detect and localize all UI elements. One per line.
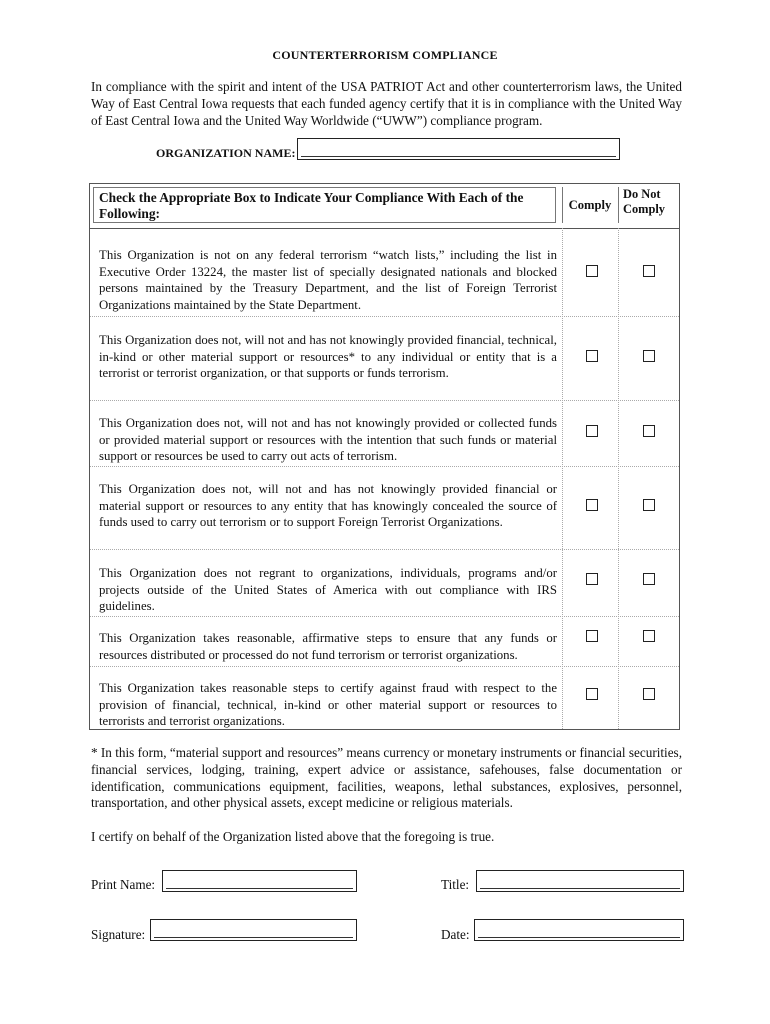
compliance-row-7 [90, 666, 679, 729]
row-text: This Organization takes reasonable steps to certify against fraud with respect to the provision of financial, technical, in-kind or other material support or resources to terrorists and terrorist organizations. [99, 681, 557, 729]
compliance-row-5 [90, 549, 679, 617]
comply-checkbox[interactable] [586, 350, 598, 362]
intro-paragraph: In compliance with the spirit and intent of the USA PATRIOT Act and other counterterrorism laws, the United Way of East Central Iowa requests that each funded agency certify that it is in compliance with the United Way of East Central Iowa and the United Way Worldwide (“UWW”) compliance program. [91, 79, 682, 128]
print-name-label: Print Name: [91, 877, 156, 892]
row-text: This Organization does not, will not and has not knowingly provided financial or material support or resources to any entity that has knowingly concealed the source of funds used to carry out terrorism or to support Foreign Terrorist Organizations. [99, 482, 557, 530]
do-not-comply-checkbox[interactable] [643, 265, 655, 277]
do-not-comply-checkbox[interactable] [643, 688, 655, 700]
organization-name-field[interactable] [297, 138, 620, 160]
compliance-row-1 [90, 228, 679, 317]
compliance-row-6 [90, 616, 679, 667]
row-text: This Organization is not on any federal terrorism “watch lists,” including the list in Executive Order 13224, the master list of specially designated nationals and blocked persons maintained by the Treasury Department, and the list of Foreign Terrorist Organizations maintained by the State Department. [99, 248, 557, 312]
header-instructions: Check the Appropriate Box to Indicate Your Compliance With Each of the Following: [93, 187, 556, 223]
compliance-row-3 [90, 400, 679, 467]
comply-checkbox[interactable] [586, 630, 598, 642]
row-text: This Organization does not regrant to organizations, individuals, programs and/or projects outside of the United States of America with out compliance with IRS guidelines. [99, 566, 557, 614]
material-support-footnote: * In this form, “material support and resources” means currency or monetary instruments or financial securities, financial services, lodging, training, expert advice or assistance, safehouses, false documentation or identification, communications equipment, facilities, weapons, lethal substances, explosives, personnel, transportation, and other physical assets, except medicine or religious materials. [91, 745, 682, 811]
form-title: COUNTERTERRORISM COMPLIANCE [272, 48, 498, 62]
date-label: Date: [441, 927, 470, 942]
comply-checkbox[interactable] [586, 425, 598, 437]
compliance-row-2 [90, 316, 679, 401]
header-do-not-comply: Do Not Comply [618, 187, 676, 223]
do-not-comply-checkbox[interactable] [643, 499, 655, 511]
table-header [90, 184, 679, 229]
compliance-row-4 [90, 466, 679, 550]
do-not-comply-checkbox[interactable] [643, 573, 655, 585]
comply-checkbox[interactable] [586, 688, 598, 700]
date-field[interactable] [474, 919, 684, 941]
signature-label: Signature: [91, 927, 146, 942]
comply-checkbox[interactable] [586, 265, 598, 277]
row-text: This Organization takes reasonable, affirmative steps to ensure that any funds or resources distributed or processed do not fund terrorism or terrorist organizations. [99, 631, 557, 662]
do-not-comply-checkbox[interactable] [643, 350, 655, 362]
organization-name-label: ORGANIZATION NAME: [156, 146, 296, 160]
comply-checkbox[interactable] [586, 573, 598, 585]
compliance-table [89, 183, 680, 730]
title-label: Title: [441, 877, 470, 892]
title-field[interactable] [476, 870, 684, 892]
signature-field[interactable] [150, 919, 357, 941]
header-comply: Comply [562, 187, 617, 223]
row-text: This Organization does not, will not and has not knowingly provided or collected funds or provided material support or resources with the intention that such funds or material support or resources be used to carry out acts of terrorism. [99, 416, 557, 464]
print-name-field[interactable] [162, 870, 357, 892]
comply-checkbox[interactable] [586, 499, 598, 511]
row-text: This Organization does not, will not and has not knowingly provided financial, technical, in-kind or other material support or resources* to any individual or entity that is a terrorist or terrorist organization, or that supports or funds terrorism. [99, 333, 557, 381]
do-not-comply-checkbox[interactable] [643, 630, 655, 642]
certification-statement: I certify on behalf of the Organization listed above that the foregoing is true. [91, 829, 495, 844]
do-not-comply-checkbox[interactable] [643, 425, 655, 437]
